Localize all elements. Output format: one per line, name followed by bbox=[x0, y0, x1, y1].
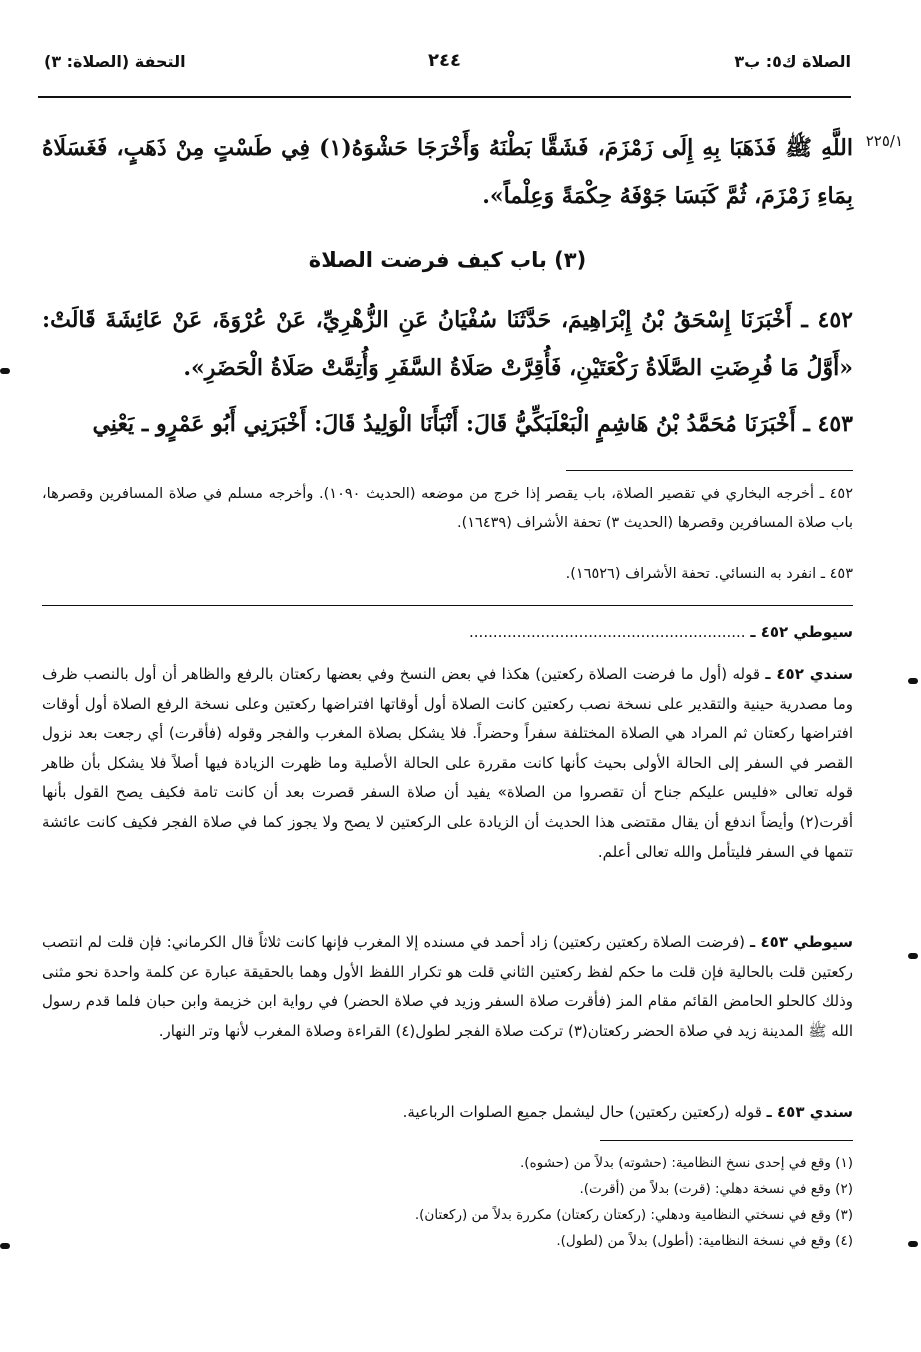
footnote-1: (١) وقع في إحدى نسخ النظامية: (حشوته) بدلاً من (حشوه). bbox=[520, 1155, 853, 1171]
sindi-452-text: قوله (أول ما فرضت الصلاة ركعتين) هكذا في بعض النسخ وفي بعضها ركعتان بالرفع والظاهر أن أول بالنصب ظرف وما مصدرية حينية والتقدير على نسخة نصب ركعتين كانت الصلاة أول أوقاتها افتراضها ركعتين وعلى نسخة الرفع الصلاة أول أوقات افتراضها ركعتان ثم المراد هي الصلاة المختلفة سفراً وحضراً. فلا يشكل بصلاة المغرب والفجر وقوله (فأقرت) أي رجعت بعد نزول القصر في السفر إلى الحالة الأولى بحيث كأنها كانت مقررة على الحالة الأصلية وما ظهرت الزيادة فيها أصلاً فلا يشكل بأن ظاهر قوله تعالى «فليس عليكم جناح أن تقصروا من الصلاة» يفيد أن صلاة السفر قصرت بعد أن كانت تامة فكيف يصح القول بأنها أقرت(٢) وأيضاً اندفع أن يقال مقتضى هذا الحديث أن الزيادة على الركعتين لا يصح ولا يجوز كما في صلاة الفجر فكيف كانت عائشة تتمها في السفر فليتأمل والله تعالى أعلم. bbox=[42, 665, 853, 861]
commentary-separator bbox=[42, 605, 853, 606]
header-page-number: ٢٤٤ bbox=[428, 50, 461, 71]
takhrij-453: ٤٥٣ ـ انفرد به النسائي. تحفة الأشراف (١٦٥٢٦). bbox=[565, 566, 853, 582]
footnote-2: (٢) وقع في نسخة دهلي: (قرت) بدلاً من (أقرت). bbox=[579, 1181, 853, 1197]
suyuti-452 bbox=[42, 618, 853, 648]
header-tuhfa-ref: التحفة (الصلاة: ٣) bbox=[44, 52, 186, 71]
suyuti-453-text: (فرضت الصلاة ركعتين ركعتين) زاد أحمد في مسنده إلا المغرب فإنها كانت ثلاثاً قال الكرماني: فإن قلت لم انتصب ركعتين قلت بالحالية فإن قلت ما حكم لفظ ركعتين الثاني قلت هو تكرار اللفظ الأول وهما بالحقيقة عبارة عن كلمة واحدة نحو مثنى وذلك كالحلو الحامض القائم مقام المز (فأقرت صلاة السفر وزيد في صلاة الحضر) في رواية ابن خزيمة وابن حبان فلما قدم رسول الله ﷺ المدينة زيد في صلاة الحضر ركعتان(٣) تركت صلاة الفجر لطول(٤) القراءة وصلاة المغرب لأنها وتر النهار. bbox=[42, 933, 853, 1040]
suyuti-453 bbox=[42, 928, 853, 1046]
header-rule bbox=[38, 96, 851, 98]
footnote-separator bbox=[600, 1140, 853, 1141]
margin-reference: ٢٢٥/١ bbox=[865, 132, 903, 150]
takhrij-separator bbox=[566, 470, 853, 471]
scan-mark bbox=[0, 1243, 10, 1249]
sindi-453-label: سندي ٤٥٣ ـ bbox=[766, 1103, 853, 1121]
sindi-452 bbox=[42, 660, 853, 867]
opening-text: اللَّهِ ﷺ فَذَهَبَا بِهِ إِلَى زَمْزَمَ، فَشَقَّا بَطْنَهُ وَأَخْرَجَا حَشْوَهُ(١) فِي طَسْتٍ مِنْ ذَهَبٍ، فَغَسَلَاهُ بِمَاءِ زَمْزَمَ، ثُمَّ كَبَسَا جَوْفَهُ حِكْمَةً وَعِلْماً». bbox=[42, 135, 853, 209]
scan-mark bbox=[908, 678, 918, 684]
takhrij-452: ٤٥٢ ـ أخرجه البخاري في تقصير الصلاة، باب يقصر إذا خرج من موضعه (الحديث ١٠٩٠). وأخرجه مسلم في صلاة المسافرين وقصرها، باب صلاة المسافرين وقصرها (الحديث ٣) تحفة الأشراف (١٦٤٣٩). bbox=[42, 486, 853, 531]
sindi-452-label: سندي ٤٥٢ ـ bbox=[765, 665, 853, 683]
hadith-453: ٤٥٣ ـ أَخْبَرَنَا مُحَمَّدُ بْنُ هَاشِمٍ الْبَعْلَبَكِّيُّ قَالَ: أَنْبَأَنَا الْوَلِيدُ قَالَ: أَخْبَرَنِي أَبُو عَمْرٍو ـ يَعْنِي bbox=[92, 411, 853, 437]
scan-mark bbox=[908, 953, 918, 959]
suyuti-453-label: سيوطي ٤٥٣ ـ bbox=[749, 933, 853, 951]
chapter-title: (٣) باب كيف فرضت الصلاة bbox=[308, 248, 587, 272]
header-chapter-ref: الصلاة ك٥: ب٣ bbox=[734, 52, 851, 71]
scan-mark bbox=[0, 368, 10, 374]
sindi-453-text: قوله (ركعتين ركعتين) حال ليشمل جميع الصلوات الرباعية. bbox=[402, 1103, 762, 1121]
sindi-453 bbox=[42, 1098, 853, 1128]
page-header bbox=[38, 46, 851, 86]
scan-mark bbox=[908, 1241, 918, 1247]
footnote-3: (٣) وقع في نسختي النظامية ودهلي: (ركعتان ركعتان) مكررة بدلاً من (ركعتان). bbox=[414, 1207, 853, 1223]
suyuti-452-label: سيوطي ٤٥٢ ـ bbox=[750, 623, 853, 641]
hadith-452: ٤٥٢ ـ أَخْبَرَنَا إِسْحَقُ بْنُ إِبْرَاهِيمَ، حَدَّثَنَا سُفْيَانُ عَنِ الزُّهْرِيِّ، عَنْ عُرْوَةَ، عَنْ عَائِشَةَ قَالَتْ: «أَوَّلُ مَا فُرِضَتِ الصَّلَاةُ رَكْعَتَيْنِ، فَأُقِرَّتْ صَلَاةُ السَّفَرِ وَأُتِمَّتْ صَلَاةُ الْحَضَرِ». bbox=[42, 307, 853, 381]
suyuti-452-dots: .......................................................... bbox=[469, 623, 746, 641]
footnotes bbox=[42, 1150, 853, 1254]
footnote-4: (٤) وقع في نسخة النظامية: (أطول) بدلاً من (لطول). bbox=[556, 1233, 853, 1249]
